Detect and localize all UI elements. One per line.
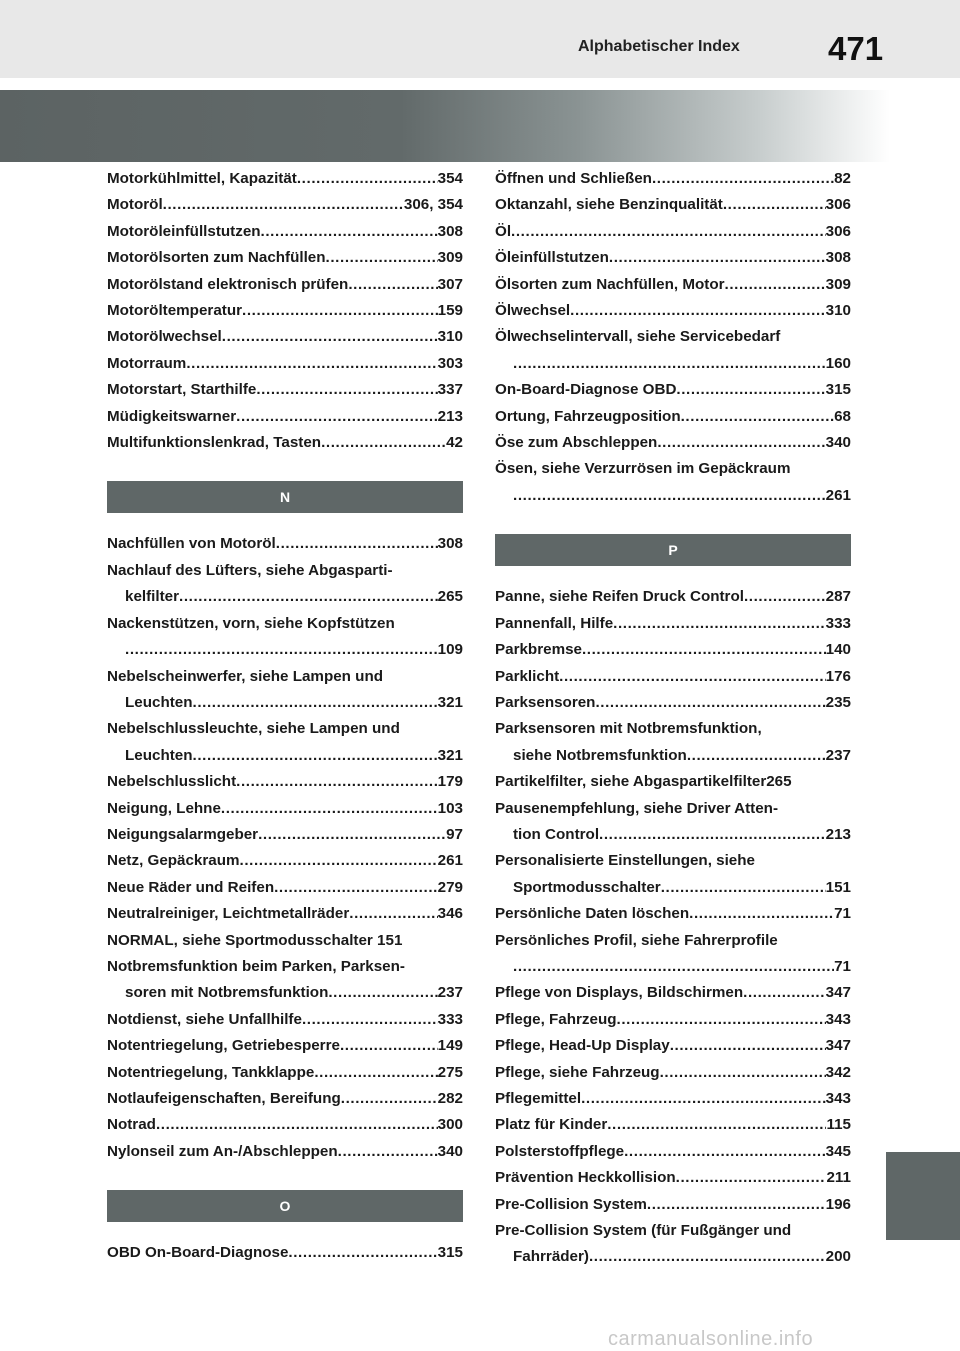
index-block-n — [107, 531, 463, 1165]
index-entry: Pausenempfehlung, siehe Driver Atten- — [495, 799, 779, 817]
index-entry: Partikelfilter, siehe Abgaspartikelfilter265 — [495, 773, 792, 791]
index-entry: Öffnen und Schließen ..... 82 — [495, 166, 851, 192]
page-number: 471 — [828, 30, 884, 67]
index-block-m — [107, 166, 463, 456]
index-entry: Polsterstoffpflege ..... 345 — [495, 1139, 851, 1165]
index-entry: Personalisierte Einstellungen, siehe — [495, 852, 755, 870]
index-entry: Neutralreiniger, Leichtmetallräder ..... 346 — [107, 901, 463, 927]
index-entry: Persönliche Daten löschen ..... 71 — [495, 901, 851, 927]
index-entry-continuation: Leuchten ..... 321 — [107, 690, 463, 716]
index-entry: Nebelscheinwerfer, siehe Lampen und — [107, 667, 383, 685]
index-entry-continuation: ..... 71 — [495, 954, 851, 980]
index-entry: Ortung, Fahrzeugposition ..... 68 — [495, 404, 851, 430]
index-entry: Pflege von Displays, Bildschirmen ..... 347 — [495, 980, 851, 1006]
index-entry: Parkbremse ..... 140 — [495, 637, 851, 663]
index-entry: Persönliches Profil, siehe Fahrerprofile — [495, 931, 778, 949]
index-entry-continuation: Sportmodusschalter ..... 151 — [495, 875, 851, 901]
index-entry: Notbremsfunktion beim Parken, Parksen- — [107, 957, 405, 975]
index-entry: Motoröl ..... 306, 354 — [107, 192, 463, 218]
index-entry: NORMAL, siehe Sportmodusschalter 151 — [107, 931, 403, 949]
index-entry: Neigungsalarmgeber ..... 97 — [107, 822, 463, 848]
index-entry-continuation: Leuchten ..... 321 — [107, 743, 463, 769]
index-entry: Parksensoren ..... 235 — [495, 690, 851, 716]
index-entry-continuation: kelfilter ..... 265 — [107, 584, 463, 610]
index-block-o-right — [495, 166, 851, 509]
index-entry: Motorölsorten zum Nachfüllen ..... 309 — [107, 245, 463, 271]
index-entry: Nebelschlusslicht ..... 179 — [107, 769, 463, 795]
index-entry: Notentriegelung, Getriebesperre ..... 149 — [107, 1033, 463, 1059]
index-entry: Motorkühlmittel, Kapazität ..... 354 — [107, 166, 463, 192]
index-entry: Nebelschlussleuchte, siehe Lampen und — [107, 720, 400, 738]
page-title: Alphabetischer Index — [578, 38, 740, 55]
index-entry: Motorraum ..... 303 — [107, 351, 463, 377]
index-entry-continuation: soren mit Notbremsfunktion ..... 237 — [107, 980, 463, 1006]
index-entry: Nachfüllen von Motoröl ..... 308 — [107, 531, 463, 557]
index-entry: Notrad ..... 300 — [107, 1112, 463, 1138]
index-entry: Panne, siehe Reifen Druck Control ..... 287 — [495, 584, 851, 610]
index-entry: Nachlauf des Lüfters, siehe Abgasparti- — [107, 561, 393, 579]
section-header-p: P — [495, 534, 851, 566]
index-entry: Notlaufeigenschaften, Bereifung ..... 282 — [107, 1086, 463, 1112]
right-column — [495, 166, 851, 1271]
index-entry: OBD On-Board-Diagnose ..... 315 — [107, 1240, 463, 1266]
index-entry: Netz, Gepäckraum ..... 261 — [107, 848, 463, 874]
index-entry: Motorölwechsel ..... 310 — [107, 324, 463, 350]
index-block-o-left — [107, 1240, 463, 1266]
index-block-p — [495, 584, 851, 1271]
left-column — [107, 166, 463, 1267]
index-entry: Pre-Collision System (für Fußgänger und — [495, 1222, 792, 1240]
header-bar — [0, 0, 960, 78]
index-entry: Ösen, siehe Verzurrösen im Gepäckraum — [495, 460, 791, 478]
index-entry: Öl ..... 306 — [495, 219, 851, 245]
index-entry: Öleinfüllstutzen ..... 308 — [495, 245, 851, 271]
index-entry-continuation: ..... 261 — [495, 483, 851, 509]
index-entry: Pannenfall, Hilfe ..... 333 — [495, 611, 851, 637]
index-entry: Öse zum Abschleppen ..... 340 — [495, 430, 851, 456]
index-entry: Motoröltemperatur ..... 159 — [107, 298, 463, 324]
section-header-o: O — [107, 1190, 463, 1222]
index-entry: Pflege, Head-Up Display ..... 347 — [495, 1033, 851, 1059]
index-entry: Müdigkeitswarner ..... 213 — [107, 404, 463, 430]
index-entry: Pre-Collision System ..... 196 — [495, 1192, 851, 1218]
index-entry-continuation: Fahrräder) ..... 200 — [495, 1244, 851, 1270]
index-entry: Parksensoren mit Notbremsfunktion, — [495, 720, 762, 738]
index-entry: Ölwechselintervall, siehe Servicebedarf — [495, 328, 781, 346]
section-header-n: N — [107, 481, 463, 513]
index-entry-continuation: tion Control ..... 213 — [495, 822, 851, 848]
index-entry: Neigung, Lehne ..... 103 — [107, 796, 463, 822]
index-entry: Notentriegelung, Tankklappe ..... 275 — [107, 1060, 463, 1086]
index-entry: Pflege, siehe Fahrzeug ..... 342 — [495, 1060, 851, 1086]
index-entry: Ölsorten zum Nachfüllen, Motor ..... 309 — [495, 272, 851, 298]
index-entry: Motorstart, Starthilfe ..... 337 — [107, 377, 463, 403]
chapter-tab — [886, 1152, 960, 1240]
index-entry: Neue Räder und Reifen ..... 279 — [107, 875, 463, 901]
index-entry: Ölwechsel ..... 310 — [495, 298, 851, 324]
index-entry: Prävention Heckkollision ..... 211 — [495, 1165, 851, 1191]
index-entry-continuation: ..... 160 — [495, 351, 851, 377]
index-entry: Nackenstützen, vorn, siehe Kopfstützen — [107, 614, 395, 632]
index-entry: Oktanzahl, siehe Benzinqualität ..... 306 — [495, 192, 851, 218]
index-entry: Motoröleinfüllstutzen ..... 308 — [107, 219, 463, 245]
index-entry: Pflegemittel ..... 343 — [495, 1086, 851, 1112]
index-entry-continuation: ..... 109 — [107, 637, 463, 663]
index-entry: Pflege, Fahrzeug ..... 343 — [495, 1007, 851, 1033]
index-entry: Motorölstand elektronisch prüfen ..... 307 — [107, 272, 463, 298]
header-banner — [0, 90, 890, 162]
index-entry: Nylonseil zum An-/Abschleppen ..... 340 — [107, 1139, 463, 1165]
index-entry: Platz für Kinder ..... 115 — [495, 1112, 851, 1138]
index-entry-continuation: siehe Notbremsfunktion ..... 237 — [495, 743, 851, 769]
watermark: carmanualsonline.info — [608, 1328, 814, 1350]
index-entry: Multifunktionslenkrad, Tasten ..... 42 — [107, 430, 463, 456]
index-entry: Parklicht ..... 176 — [495, 664, 851, 690]
index-entry: On-Board-Diagnose OBD ..... 315 — [495, 377, 851, 403]
index-entry: Notdienst, siehe Unfallhilfe ..... 333 — [107, 1007, 463, 1033]
